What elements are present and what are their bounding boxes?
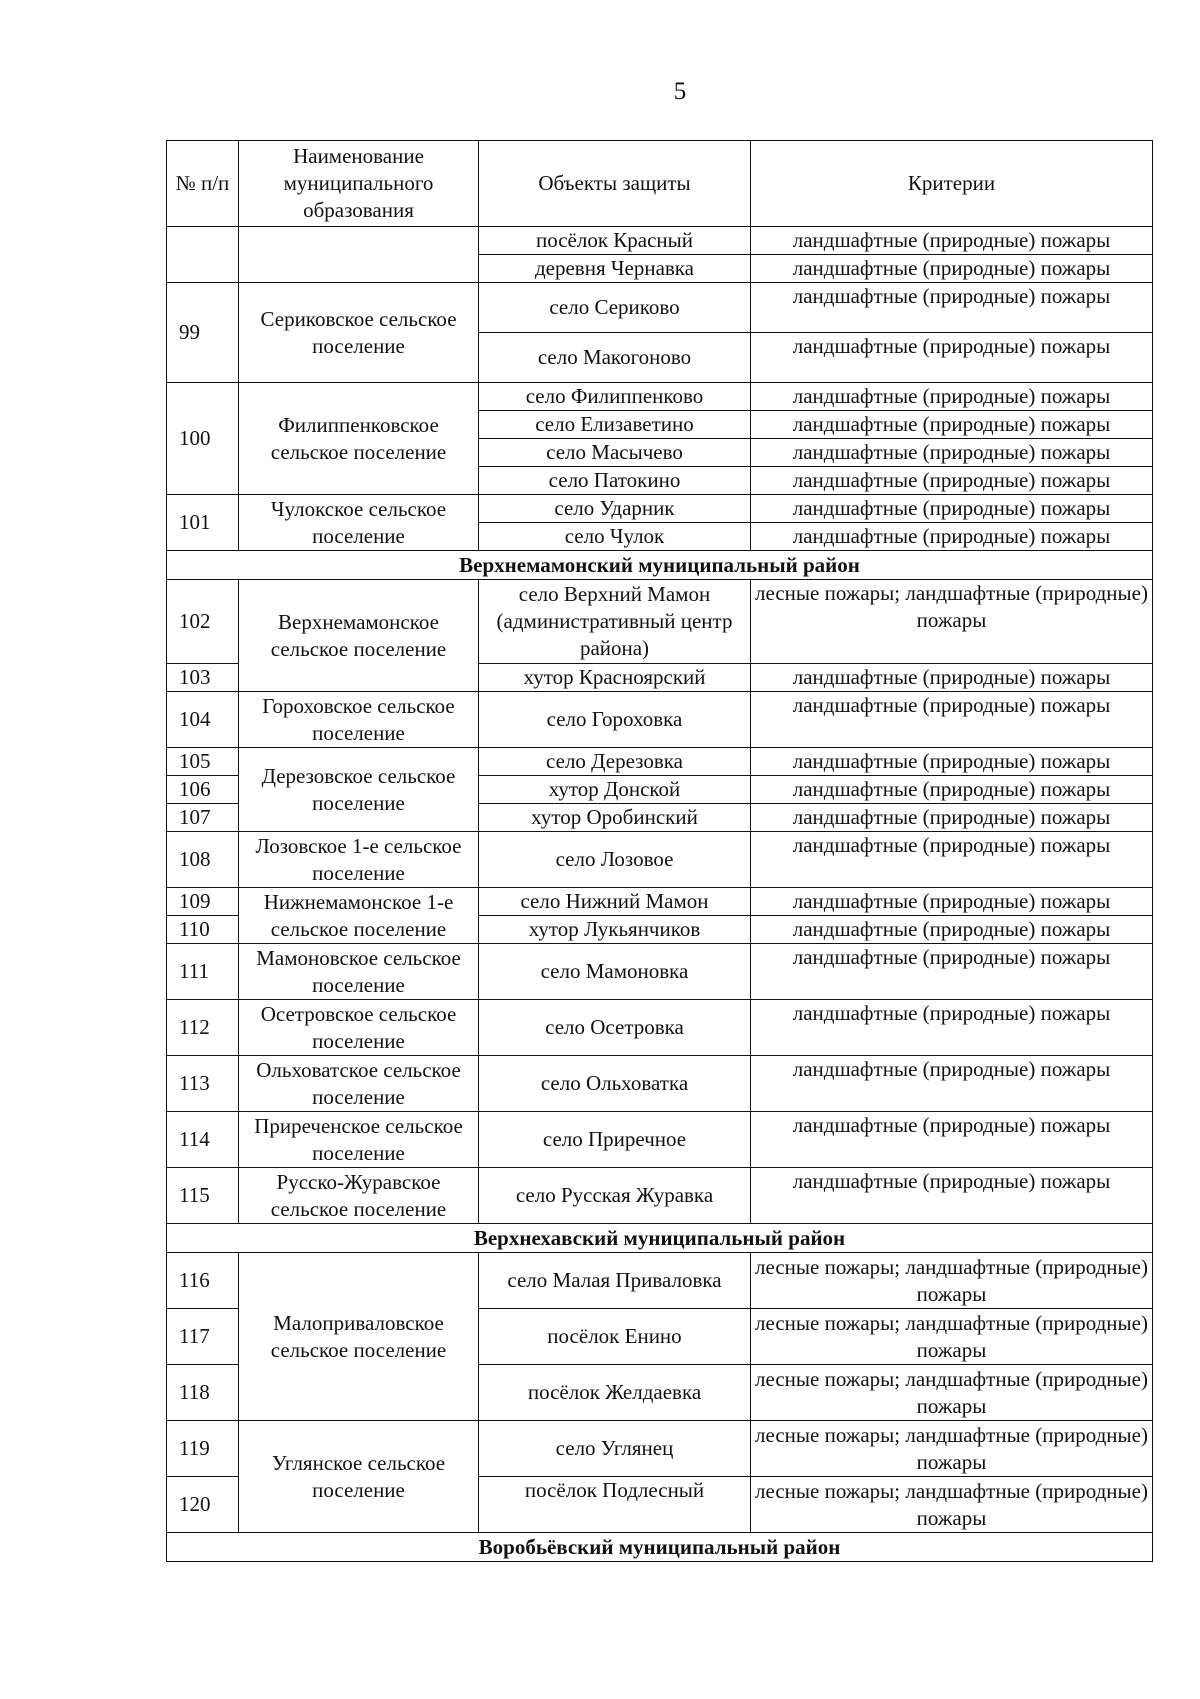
row-number: 112 [167, 1000, 239, 1056]
protection-objects-table [166, 140, 1153, 1562]
criteria: ландшафтные (природные) пожары [751, 333, 1153, 383]
criteria: ландшафтные (природные) пожары [751, 916, 1153, 944]
row-number: 115 [167, 1168, 239, 1224]
table-body [167, 227, 1153, 1562]
protection-object: деревня Чернавка [479, 255, 751, 283]
criteria: ландшафтные (природные) пожары [751, 439, 1153, 467]
row-number: 99 [167, 283, 239, 383]
criteria: ландшафтные (природные) пожары [751, 944, 1153, 1000]
municipality-name: Приреченское сельское поселение [239, 1112, 479, 1168]
municipality-name [239, 227, 479, 283]
table-row [167, 1253, 1153, 1309]
row-number: 108 [167, 832, 239, 888]
row-number: 117 [167, 1309, 239, 1365]
criteria: ландшафтные (природные) пожары [751, 411, 1153, 439]
criteria: ландшафтные (природные) пожары [751, 804, 1153, 832]
protection-object: село Ударник [479, 495, 751, 523]
row-number: 106 [167, 776, 239, 804]
criteria: ландшафтные (природные) пожары [751, 467, 1153, 495]
table-row [167, 1421, 1153, 1477]
table-row [167, 227, 1153, 255]
row-number: 101 [167, 495, 239, 551]
municipality-name: Нижнемамонское 1-е сельское поселение [239, 888, 479, 944]
criteria: лесные пожары; ландшафтные (природные) пожары [751, 1253, 1153, 1309]
municipality-name: Ольховатское сельское поселение [239, 1056, 479, 1112]
protection-object: село Ольховатка [479, 1056, 751, 1112]
municipality-name: Гороховское сельское поселение [239, 692, 479, 748]
table-row [167, 692, 1153, 748]
protection-object: хутор Донской [479, 776, 751, 804]
table-row [167, 1056, 1153, 1112]
criteria: ландшафтные (природные) пожары [751, 255, 1153, 283]
table-row [167, 944, 1153, 1000]
table-row [167, 283, 1153, 333]
criteria: лесные пожары; ландшафтные (природные) пожары [751, 1309, 1153, 1365]
row-number: 107 [167, 804, 239, 832]
protection-object: село Мамоновка [479, 944, 751, 1000]
criteria: лесные пожары; ландшафтные (природные) пожары [751, 1365, 1153, 1421]
protection-object: село Приречное [479, 1112, 751, 1168]
row-number: 113 [167, 1056, 239, 1112]
table-row [167, 748, 1153, 776]
criteria: лесные пожары; ландшафтные (природные) пожары [751, 1477, 1153, 1533]
row-number [167, 227, 239, 283]
row-number: 110 [167, 916, 239, 944]
table-row [167, 832, 1153, 888]
protection-object: село Малая Приваловка [479, 1253, 751, 1309]
header-objects: Объекты защиты [479, 141, 751, 227]
protection-object: село Русская Журавка [479, 1168, 751, 1224]
table-row [167, 383, 1153, 411]
municipality-name: Русско-Журавское сельское поселение [239, 1168, 479, 1224]
criteria: ландшафтные (природные) пожары [751, 748, 1153, 776]
header-num: № п/п [167, 141, 239, 227]
protection-object: село Елизаветино [479, 411, 751, 439]
criteria: ландшафтные (природные) пожары [751, 1000, 1153, 1056]
district-row [167, 1533, 1153, 1562]
criteria: ландшафтные (природные) пожары [751, 227, 1153, 255]
criteria: ландшафтные (природные) пожары [751, 888, 1153, 916]
row-number: 118 [167, 1365, 239, 1421]
header-criteria: Критерии [751, 141, 1153, 227]
row-number: 100 [167, 383, 239, 495]
protection-object: посёлок Подлесный [479, 1477, 751, 1533]
municipality-name: Лозовское 1-е сельское поселение [239, 832, 479, 888]
protection-object: село Патокино [479, 467, 751, 495]
protection-object: село Сериково [479, 283, 751, 333]
protection-object: посёлок Красный [479, 227, 751, 255]
table-row [167, 1112, 1153, 1168]
table-header-row [167, 141, 1153, 227]
district-name: Верхнехавский муниципальный район [167, 1224, 1153, 1253]
district-name: Воробьёвский муниципальный район [167, 1533, 1153, 1562]
row-number: 109 [167, 888, 239, 916]
row-number: 120 [167, 1477, 239, 1533]
table-row [167, 1000, 1153, 1056]
protection-object: село Макогоново [479, 333, 751, 383]
municipality-name: Малоприваловское сельское поселение [239, 1253, 479, 1421]
criteria: ландшафтные (природные) пожары [751, 523, 1153, 551]
criteria: ландшафтные (природные) пожары [751, 664, 1153, 692]
municipality-name: Филиппенковское сельское поселение [239, 383, 479, 495]
row-number: 119 [167, 1421, 239, 1477]
protection-object: село Лозовое [479, 832, 751, 888]
protection-object: село Углянец [479, 1421, 751, 1477]
protection-object: село Филиппенково [479, 383, 751, 411]
criteria: ландшафтные (природные) пожары [751, 1056, 1153, 1112]
criteria: ландшафтные (природные) пожары [751, 495, 1153, 523]
protection-object: хутор Лукьянчиков [479, 916, 751, 944]
district-row [167, 1224, 1153, 1253]
criteria: лесные пожары; ландшафтные (природные) пожары [751, 1421, 1153, 1477]
municipality-name: Дерезовское сельское поселение [239, 748, 479, 832]
protection-object: хутор Красноярский [479, 664, 751, 692]
protection-object: село Осетровка [479, 1000, 751, 1056]
protection-object: село Гороховка [479, 692, 751, 748]
protection-object: село Дерезовка [479, 748, 751, 776]
criteria: ландшафтные (природные) пожары [751, 283, 1153, 333]
district-name: Верхнемамонский муниципальный район [167, 551, 1153, 580]
protection-object: село Чулок [479, 523, 751, 551]
municipality-name: Верхнемамонское сельское поселение [239, 580, 479, 692]
row-number: 105 [167, 748, 239, 776]
row-number: 114 [167, 1112, 239, 1168]
criteria: ландшафтные (природные) пожары [751, 832, 1153, 888]
criteria: ландшафтные (природные) пожары [751, 776, 1153, 804]
table-row [167, 580, 1153, 664]
table-row [167, 495, 1153, 523]
municipality-name: Чулокское сельское поселение [239, 495, 479, 551]
table-row [167, 1168, 1153, 1224]
criteria: ландшафтные (природные) пожары [751, 383, 1153, 411]
row-number: 102 [167, 580, 239, 664]
page-number: 5 [673, 78, 687, 105]
row-number: 116 [167, 1253, 239, 1309]
criteria: ландшафтные (природные) пожары [751, 1112, 1153, 1168]
municipality-name: Осетровское сельское поселение [239, 1000, 479, 1056]
municipality-name: Мамоновское сельское поселение [239, 944, 479, 1000]
protection-object: село Нижний Мамон [479, 888, 751, 916]
protection-object: село Верхний Мамон (административный центр района) [479, 580, 751, 664]
municipality-name: Углянское сельское поселение [239, 1421, 479, 1533]
row-number: 111 [167, 944, 239, 1000]
protection-object: посёлок Енино [479, 1309, 751, 1365]
header-municipality: Наименование муниципального образования [239, 141, 479, 227]
protection-object: село Масычево [479, 439, 751, 467]
municipality-name: Сериковское сельское поселение [239, 283, 479, 383]
protection-object: посёлок Желдаевка [479, 1365, 751, 1421]
row-number: 103 [167, 664, 239, 692]
row-number: 104 [167, 692, 239, 748]
criteria: ландшафтные (природные) пожары [751, 1168, 1153, 1224]
criteria: лесные пожары; ландшафтные (природные) пожары [751, 580, 1153, 664]
table-row [167, 888, 1153, 916]
district-row [167, 551, 1153, 580]
protection-object: хутор Оробинский [479, 804, 751, 832]
criteria: ландшафтные (природные) пожары [751, 692, 1153, 748]
